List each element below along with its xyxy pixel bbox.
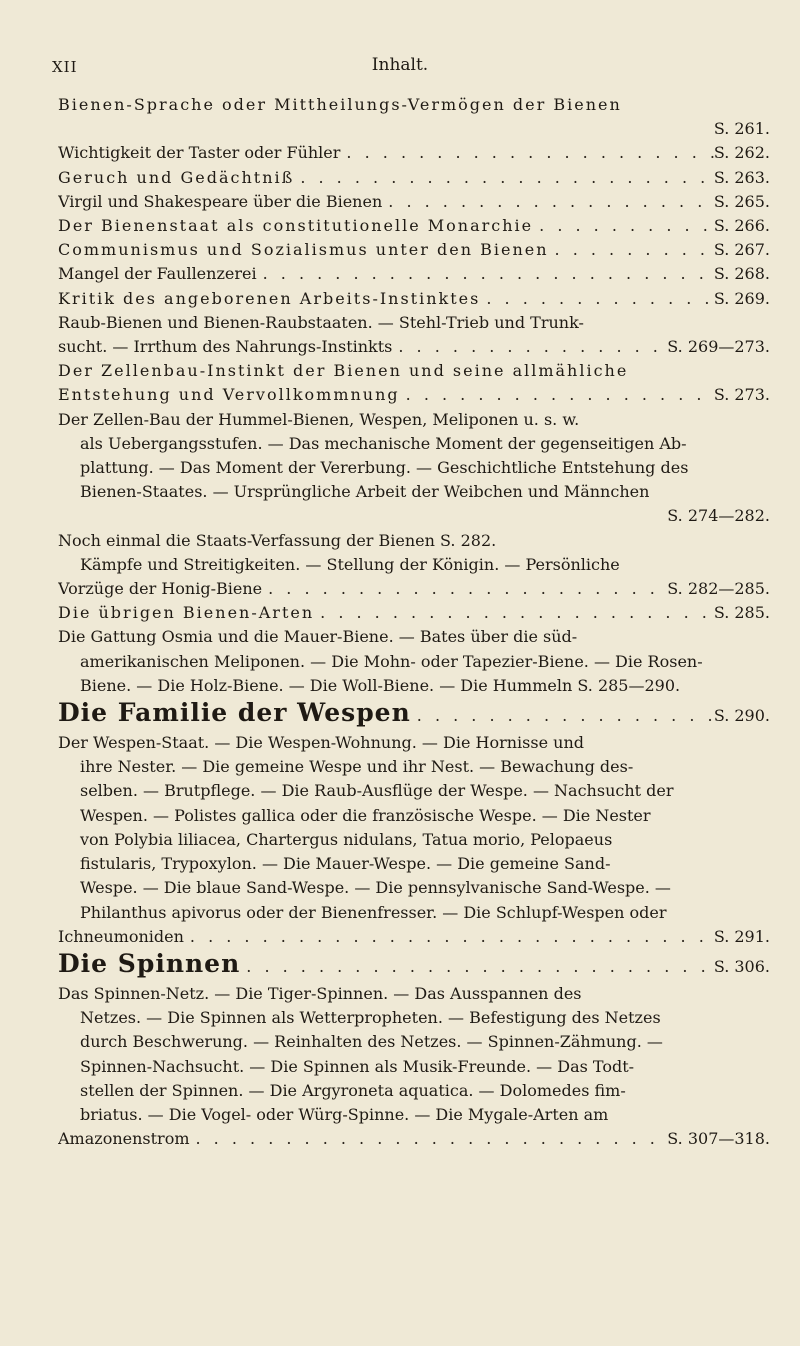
toc-text-line: Bienen-Staates. — Ursprüngliche Arbeit der Weibchen und Männchen <box>80 482 650 502</box>
toc-entry-title: Geruch und Gedächtniß <box>58 167 295 187</box>
toc-entry <box>58 601 770 625</box>
toc-entry <box>58 731 770 949</box>
toc-page-ref: S. 262. <box>713 143 770 163</box>
toc-page-ref: S. 282—285. <box>667 579 770 599</box>
toc-leader-row <box>58 141 770 165</box>
toc-entry <box>58 190 770 214</box>
toc-entry <box>58 141 770 165</box>
toc-entry-title: Communismus und Sozialismus unter den Bienen <box>58 240 549 260</box>
dot-leader <box>480 287 713 311</box>
dot-leader <box>190 1127 668 1151</box>
dot-leader <box>549 238 714 262</box>
dot-leader <box>184 925 714 949</box>
dot-leader <box>314 601 714 625</box>
toc-entry <box>58 359 770 407</box>
toc-leader-row <box>58 1127 770 1151</box>
toc-page-ref: S. 307—318. <box>667 1129 770 1149</box>
toc-page-ref: S. 266. <box>713 216 770 236</box>
dot-leader <box>533 214 714 238</box>
section-heading-row <box>58 949 770 982</box>
toc-page-ref: S. 285. <box>713 603 770 623</box>
dot-leader <box>262 577 667 601</box>
section-heading-row <box>58 698 770 731</box>
toc-leader-row <box>58 601 770 625</box>
toc-leader-row <box>58 383 770 407</box>
toc-leader-row <box>58 166 770 190</box>
toc-page-ref: S. 263. <box>713 167 770 187</box>
running-header <box>0 55 800 80</box>
toc-text-line: durch Beschwerung. — Reinhalten des Netzes. — Spinnen-Zähmung. — <box>80 1032 663 1052</box>
toc-text-line: Spinnen-Nachsucht. — Die Spinnen als Musik-Freunde. — Das Todt- <box>80 1056 635 1076</box>
dot-leader <box>411 701 714 731</box>
toc-entry <box>58 408 770 529</box>
toc-text-line: stellen der Spinnen. — Die Argyroneta aquatica. — Dolomedes fim- <box>80 1080 626 1100</box>
toc-entry <box>58 698 770 731</box>
toc-entry-title: Die übrigen Bienen-Arten <box>58 603 315 623</box>
toc-entry <box>58 311 770 359</box>
dot-leader <box>240 952 714 982</box>
toc-entry-title: Amazonenstrom <box>58 1129 190 1149</box>
toc-leader-row <box>58 262 770 286</box>
toc-text-line: Kämpfe und Streitigkeiten. — Stellung der Königin. — Persönliche <box>80 554 620 574</box>
toc-entry <box>58 238 770 262</box>
toc-leader-row <box>58 214 770 238</box>
toc-page-ref: S. 291. <box>713 926 770 946</box>
dot-leader <box>382 190 714 214</box>
toc-text-line: Biene. — Die Holz-Biene. — Die Woll-Biene. — Die Hummeln S. 285—290. <box>80 675 681 695</box>
running-title: Inhalt. <box>371 55 429 75</box>
toc-text-line: Noch einmal die Staats-Verfassung der Bienen S. 282. <box>58 530 497 550</box>
toc-leader-row <box>58 238 770 262</box>
toc-text-line: fistularis, Trypoxylon. — Die Mauer-Wespe. — Die gemeine Sand- <box>80 854 611 874</box>
toc-text-line: ihre Nester. — Die gemeine Wespe und ihr Nest. — Bewachung des- <box>80 757 634 777</box>
toc-text-line: Wespe. — Die blaue Sand-Wespe. — Die pennsylvanische Sand-Wespe. — <box>80 878 671 898</box>
toc-text-line: Bienen-Sprache oder Mittheilungs-Vermögen der Bienen <box>58 95 622 114</box>
toc-page-ref: S. 268. <box>713 264 770 284</box>
toc-page-ref: S. 290. <box>713 706 770 726</box>
toc-entry <box>58 262 770 286</box>
toc-leader-row <box>58 577 770 601</box>
toc-entry <box>58 166 770 190</box>
toc-text-line: Der Zellen-Bau der Hummel-Bienen, Wespen, Meliponen u. s. w. <box>58 409 580 429</box>
toc-entry <box>58 287 770 311</box>
toc-text-line: Wespen. — Polistes gallica oder die französische Wespe. — Die Nester <box>80 805 651 825</box>
toc-text-line: Netzes. — Die Spinnen als Wetterpropheten. — Befestigung des Netzes <box>80 1008 661 1028</box>
toc-page-ref: S. 269—273. <box>667 337 770 357</box>
toc-entry <box>58 93 770 141</box>
toc-entry-title: sucht. — Irrthum des Nahrungs-Instinkts <box>58 337 393 357</box>
toc-page-ref: S. 306. <box>713 956 770 976</box>
toc-entry <box>58 949 770 982</box>
toc-leader-row <box>58 925 770 949</box>
toc-entry-title: Entstehung und Vervollkommnung <box>58 385 400 405</box>
section-heading: Die Familie der Wespen <box>58 698 411 728</box>
toc-text-line: Der Zellenbau-Instinkt der Bienen und seine allmähliche <box>58 361 629 381</box>
toc-entry <box>58 214 770 238</box>
toc-text-line: amerikanischen Meliponen. — Die Mohn- oder Tapezier-Biene. — Die Rosen- <box>80 651 703 671</box>
toc-text-line: plattung. — Das Moment der Vererbung. — Geschichtliche Entstehung des <box>80 458 689 478</box>
dot-leader <box>340 141 713 165</box>
toc-text-line: briatus. — Die Vogel- oder Würg-Spinne. — Die Mygale-Arten am <box>80 1104 609 1124</box>
toc-text-line: von Polybia liliacea, Chartergus nidulans, Tatua morio, Pelopaeus <box>80 829 613 849</box>
toc-entry-title: Vorzüge der Honig-Biene <box>58 579 263 599</box>
toc-entry-title: Virgil und Shakespeare über die Bienen <box>58 191 383 211</box>
toc-entry <box>58 625 770 698</box>
toc-entry-title: Kritik des angeborenen Arbeits-Instinktes <box>58 288 481 308</box>
toc-page-ref: S. 274—282. <box>667 506 770 526</box>
toc-leader-row <box>58 190 770 214</box>
toc-entry-title: Ichneumoniden <box>58 926 184 946</box>
table-of-contents <box>58 93 770 1151</box>
toc-text-line: Das Spinnen-Netz. — Die Tiger-Spinnen. — Das Ausspannen des <box>58 983 582 1003</box>
toc-text-line: Philanthus apivorus oder der Bienenfresser. — Die Schlupf-Wespen oder <box>80 902 667 922</box>
toc-text-line: Der Wespen-Staat. — Die Wespen-Wohnung. — Die Hornisse und <box>58 733 584 753</box>
dot-leader <box>294 166 713 190</box>
toc-leader-row <box>58 287 770 311</box>
toc-entry-title: Wichtigkeit der Taster oder Fühler <box>58 143 341 163</box>
toc-page-ref: S. 261. <box>713 119 770 139</box>
toc-entry-title: Der Bienenstaat als constitutionelle Monarchie <box>58 216 534 236</box>
dot-leader <box>392 335 667 359</box>
toc-page-ref: S. 269. <box>713 288 770 308</box>
toc-entry <box>58 529 770 602</box>
toc-text-line: Die Gattung Osmia und die Mauer-Biene. — Bates über die süd- <box>58 627 578 647</box>
toc-page-ref: S. 265. <box>713 191 770 211</box>
toc-text-line: selben. — Brutpflege. — Die Raub-Ausflüge der Wespe. — Nachsucht der <box>80 781 674 801</box>
dot-leader <box>257 262 714 286</box>
toc-entry-title: Mangel der Faullenzerei <box>58 264 257 284</box>
toc-text-line: Raub-Bienen und Bienen-Raubstaaten. — Stehl-Trieb und Trunk- <box>58 312 584 332</box>
toc-entry <box>58 982 770 1151</box>
dot-leader <box>400 383 714 407</box>
toc-page-ref: S. 273. <box>713 385 770 405</box>
toc-page-ref: S. 267. <box>713 240 770 260</box>
toc-text-line: als Uebergangsstufen. — Das mechanische Moment der gegenseitigen Ab- <box>80 433 687 453</box>
toc-leader-row <box>58 335 770 359</box>
page-folio: XII <box>52 58 78 76</box>
section-heading: Die Spinnen <box>58 948 241 978</box>
